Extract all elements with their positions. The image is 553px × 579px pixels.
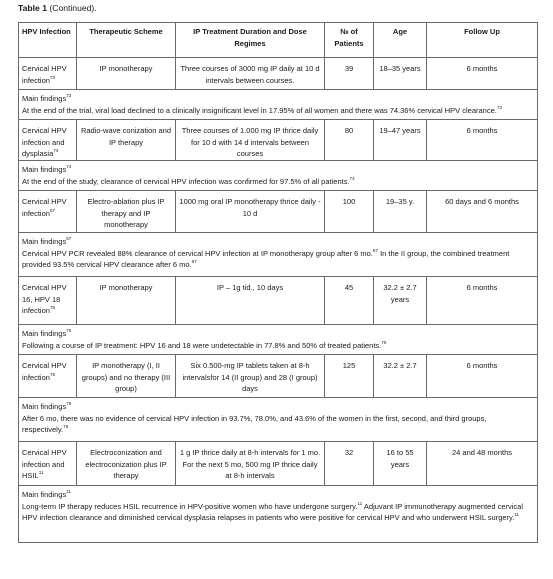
reference-superscript: 75: [381, 339, 387, 345]
patient-count-cell: 80: [325, 120, 374, 161]
main-findings-row: [19, 485, 538, 542]
age-cell: 18–35 years: [374, 58, 427, 90]
dose-regime-cell: 1 g IP thrice daily at 8-h intervals for 1 mo. For the next 5 mo, 500 mg IP thrice daily at 8-h intervals: [176, 441, 325, 485]
column-header: Follow Up: [427, 23, 538, 58]
follow-up-cell: 6 months: [427, 120, 538, 161]
main-findings-text: [22, 177, 355, 186]
findings-sentence: At the end of the study, clearance of cervical HPV infection was confirmed for 97.5% of all patients.: [22, 176, 350, 186]
reference-superscript: 67: [191, 259, 197, 265]
main-findings-cell: [19, 485, 538, 542]
therapeutic-scheme-cell: IP monotherapy: [77, 276, 176, 324]
age-cell: 32.2 ± 2.7: [374, 354, 427, 397]
findings-sentence: Following a course of IP treatment: HPV 16 and 18 were undetectable in 77.8% and 50% of treated patients.: [22, 340, 382, 350]
hpv-infection-text: Cervical HPV infection: [22, 196, 67, 218]
hpv-infection-cell: [19, 441, 77, 485]
reference-superscript: 76: [49, 371, 56, 377]
main-findings-text: [22, 414, 486, 435]
main-findings-cell: [19, 232, 538, 276]
reference-superscript: 11: [357, 500, 363, 506]
dose-regime-cell: Three courses of 3000 mg IP daily at 10 d intervals between courses.: [176, 58, 325, 90]
main-findings-row: [19, 90, 538, 120]
age-cell: 19–47 years: [374, 120, 427, 161]
table-body: [19, 58, 538, 543]
hpv-infection-text: Cervical HPV infection and dysplasia: [22, 126, 67, 159]
dose-regime-cell: Six 0.500-mg IP tablets taken at 8-h intervalsfor 14 (II group) and 28 (I group) days: [176, 354, 325, 397]
column-header: HPV Infection: [19, 23, 77, 58]
main-findings-cell: [19, 160, 538, 190]
reference-superscript: 74: [53, 148, 59, 154]
patient-count-cell: 39: [325, 58, 374, 90]
main-findings-label: [22, 236, 534, 248]
study-row: [19, 58, 538, 90]
study-row: [19, 120, 538, 161]
main-findings-label-text: Main findings: [22, 164, 67, 174]
main-findings-label-text: Main findings: [22, 236, 67, 246]
patient-count-cell: 125: [325, 354, 374, 397]
hpv-infection-text: Cervical HPV infection: [22, 64, 67, 85]
main-findings-label: [22, 93, 534, 105]
reference-superscript: 73: [49, 74, 56, 80]
findings-sentence: At the end of the trial, viral load declined to a clinically insignificant level in 17.95% of all women and there was 74.36% cervical HPV clearance.: [22, 105, 497, 115]
main-findings-text: [22, 502, 523, 523]
table-title: [18, 3, 97, 13]
hpv-infection-cell: [19, 190, 77, 232]
main-findings-cell: [19, 90, 538, 120]
age-cell: 16 to 55 years: [374, 441, 427, 485]
reference-superscript: 75: [66, 327, 72, 333]
study-row: [19, 276, 538, 324]
table-number: Table 1: [18, 3, 47, 13]
main-findings-label-text: Main findings: [22, 328, 67, 338]
reference-superscript: 75: [49, 305, 56, 311]
hpv-infection-cell: [19, 276, 77, 324]
table-header-row: [19, 23, 538, 58]
dose-regime-cell: 1000 mg oral IP monotherapy thrice daily - 10 d: [176, 190, 325, 232]
findings-sentence: After 6 mo, there was no evidence of cervical HPV infection in 93.7%, 78.0%, and 43.6% of the women in the first, second, and third groups, respectively.: [22, 413, 487, 435]
study-row: [19, 441, 538, 485]
reference-superscript: 74: [349, 175, 355, 181]
main-findings-label: [22, 401, 534, 413]
follow-up-cell: 60 days and 6 months: [427, 190, 538, 232]
main-findings-label-text: Main findings: [22, 94, 67, 103]
findings-sentence: Adjuvant IP immunotherapy augmented cervical HPV infection clearance and diminished cervical dysplasia relapses in patients who were positive for cervical HPV and who underwent HSIL surgery.: [22, 501, 524, 523]
main-findings-label-text: Main findings: [22, 401, 67, 411]
findings-sentence: Cervical HPV PCR revealed 88% clearance of cervical HPV infection at IP monotherapy group after 6 mo.: [22, 248, 373, 258]
hpv-infection-text: Cervical HPV 16, HPV 18 infection: [22, 282, 67, 316]
main-findings-row: [19, 232, 538, 276]
main-findings-text: [22, 106, 502, 115]
patient-count-cell: 32: [325, 441, 374, 485]
table-title-suffix: (Continued).: [46, 3, 97, 13]
reference-superscript: 74: [66, 163, 72, 169]
main-findings-label: [22, 489, 534, 501]
main-findings-row: [19, 397, 538, 441]
column-header: № of Patients: [325, 23, 374, 58]
reference-superscript: 11: [514, 512, 520, 518]
therapeutic-scheme-cell: Radio-wave conization and IP therapy: [77, 120, 176, 161]
patient-count-cell: 100: [325, 190, 374, 232]
reference-superscript: 11: [66, 488, 71, 494]
therapeutic-scheme-cell: IP monotherapy: [77, 58, 176, 90]
reference-superscript: 76: [63, 424, 69, 430]
findings-sentence: Long-term IP therapy reduces HSIL recurrence in HPV-positive women who have undergone surgery.: [22, 501, 358, 511]
patient-count-cell: 45: [325, 276, 374, 324]
follow-up-cell: 6 months: [427, 58, 538, 90]
column-header: IP Treatment Duration and Dose Regimes: [176, 23, 325, 58]
follow-up-cell: 6 months: [427, 276, 538, 324]
main-findings-label: [22, 164, 534, 176]
dose-regime-cell: IP – 1g tid., 10 days: [176, 276, 325, 324]
main-findings-label: [22, 328, 534, 340]
main-findings-cell: [19, 324, 538, 354]
main-findings-text: [22, 249, 509, 270]
hpv-infection-text: Cervical HPV infection: [22, 360, 67, 382]
main-findings-cell: [19, 397, 538, 441]
findings-sentence: In the II group, the combined treatment provided 93.5% cervical HPV clearance after 6 mo.: [22, 248, 510, 270]
reference-superscript: 67: [66, 235, 72, 241]
column-header: Therapeutic Scheme: [77, 23, 176, 58]
main-findings-row: [19, 324, 538, 354]
study-table: [18, 22, 538, 543]
age-cell: 19–35 y.: [374, 190, 427, 232]
dose-regime-cell: Three courses of 1.000 mg IP thrice daily for 10 d with 14 d intervals between courses: [176, 120, 325, 161]
main-findings-label-text: Main findings: [22, 489, 67, 499]
therapeutic-scheme-cell: IP monotherapy (I, II groups) and no therapy (III group): [77, 354, 176, 397]
therapeutic-scheme-cell: Electroconization and electroconization plus IP therapy: [77, 441, 176, 485]
reference-superscript: 76: [66, 400, 72, 406]
hpv-infection-cell: [19, 120, 77, 161]
reference-superscript: 11: [38, 470, 44, 476]
reference-superscript: 67: [49, 207, 56, 213]
main-findings-row: [19, 160, 538, 190]
study-row: [19, 354, 538, 397]
reference-superscript: 73: [496, 104, 502, 110]
hpv-infection-cell: [19, 354, 77, 397]
hpv-infection-cell: [19, 58, 77, 90]
follow-up-cell: 6 months: [427, 354, 538, 397]
column-header: Age: [374, 23, 427, 58]
therapeutic-scheme-cell: Electro-ablation plus IP therapy and IP monotherapy: [77, 190, 176, 232]
study-row: [19, 190, 538, 232]
main-findings-text: [22, 341, 386, 350]
reference-superscript: 73: [66, 93, 72, 98]
age-cell: 32.2 ± 2.7 years: [374, 276, 427, 324]
follow-up-cell: 24 and 48 months: [427, 441, 538, 485]
reference-superscript: 67: [372, 247, 378, 253]
hpv-infection-text: Cervical HPV infection and HSIL: [22, 447, 67, 481]
